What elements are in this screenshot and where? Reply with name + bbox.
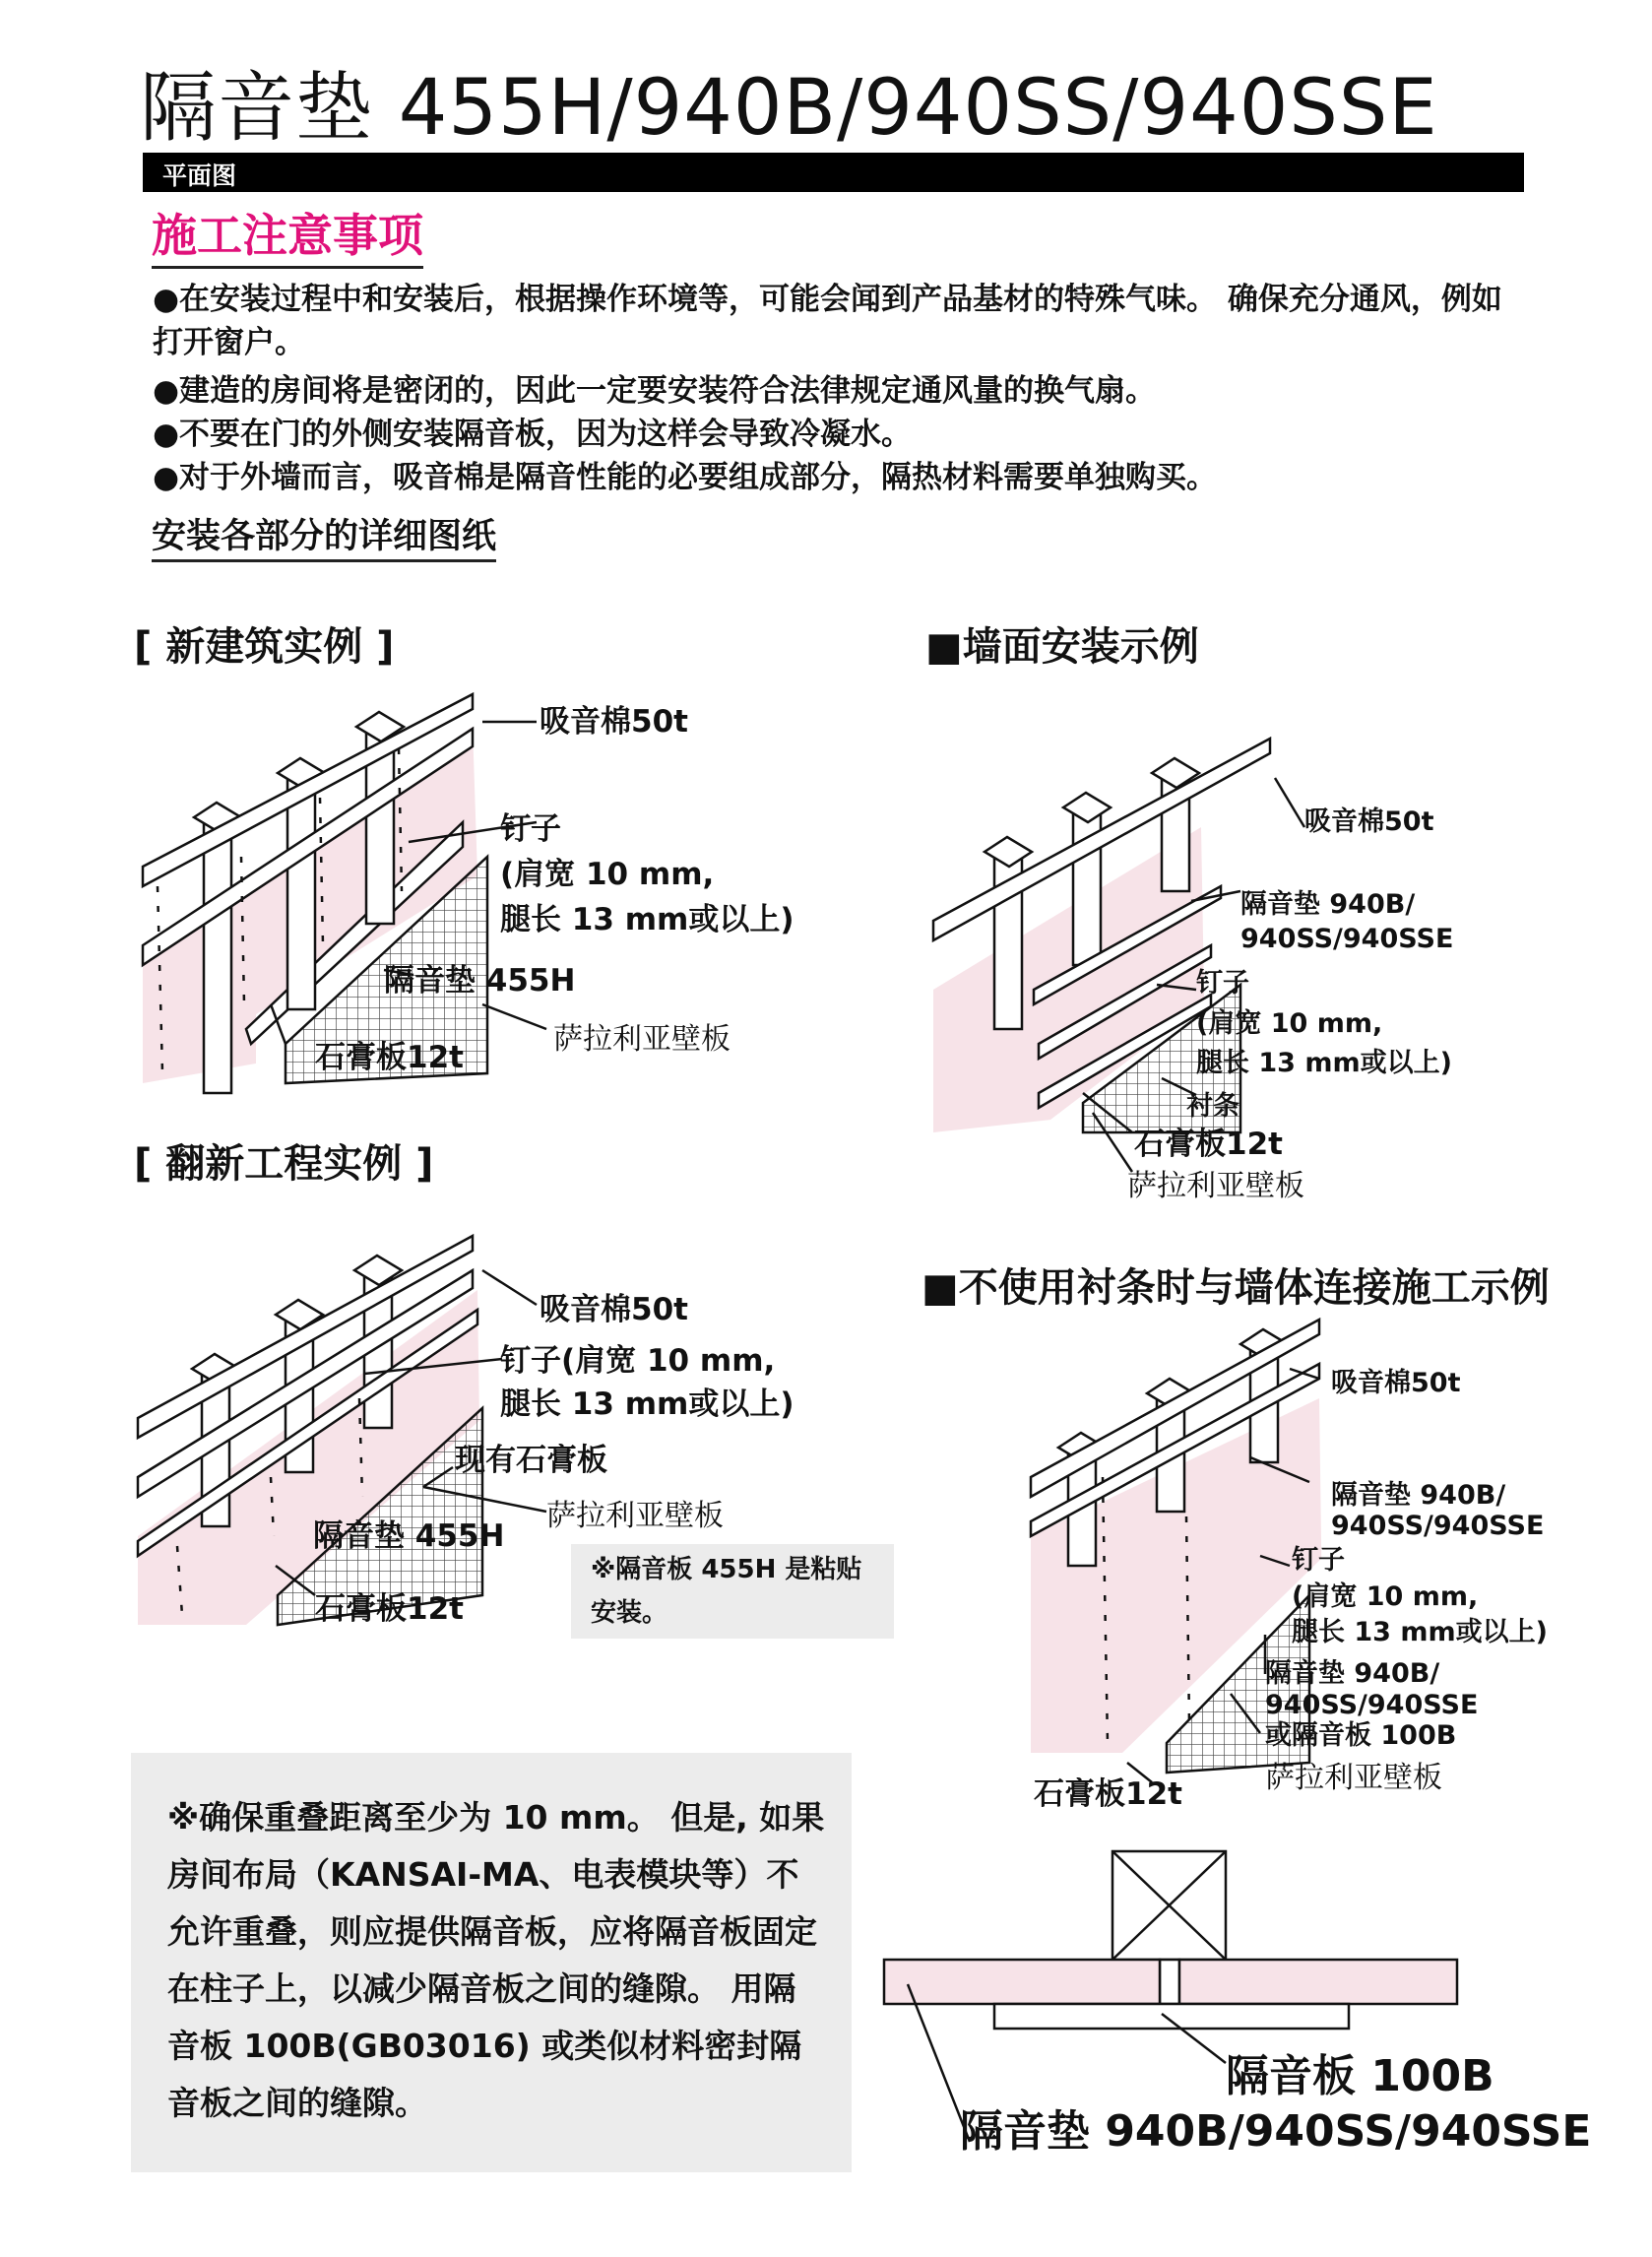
renovation-label-gypsum: 石膏板12t: [315, 1591, 464, 1627]
no-furring-label-cotton: 吸音棉50t: [1331, 1368, 1461, 1398]
renovation-note: ※隔音板 455H 是粘贴安装。: [591, 1555, 862, 1628]
renovation-label-nail-1: 钉子(肩宽 10 mm,: [500, 1343, 776, 1379]
renovation-title: [ 翻新工程实例 ]: [134, 1141, 434, 1187]
wall-label-cotton: 吸音棉50t: [1304, 806, 1434, 837]
wall-label-mat-1: 隔音垫 940B/: [1240, 889, 1416, 920]
wall-label-nail-3: 腿长 13 mm或以上): [1196, 1048, 1452, 1078]
notice-title: 施工注意事项: [152, 207, 423, 269]
no-furring-label-mat-2: 940SS/940SSE: [1331, 1511, 1545, 1541]
notice-bullet-2: ●建造的房间将是密闭的，因此一定要安装符合法律规定通风量的换气扇。: [153, 373, 1157, 409]
new-build-label-nail-1: 钉子: [500, 811, 561, 847]
renovation-label-existing: 现有石膏板: [455, 1443, 607, 1478]
new-build-label-nail-3: 腿长 13 mm或以上): [500, 902, 794, 937]
wall-label-furring: 衬条: [1186, 1091, 1239, 1122]
wall-label-nail-1: 钉子: [1196, 968, 1249, 999]
no-furring-label-nail-1: 钉子: [1292, 1545, 1345, 1576]
no-furring-label-sarari: 萨拉利亚壁板: [1265, 1761, 1442, 1795]
section-bar-label: 平面图: [162, 161, 237, 190]
new-build-label-gypsum: 石膏板12t: [315, 1040, 464, 1075]
wall-example-title: ■墙面安装示例: [925, 624, 1199, 670]
wall-label-mat-2: 940SS/940SSE: [1240, 924, 1454, 954]
plan-label-board: 隔音板 100B: [1226, 2051, 1494, 2101]
renovation-label-cotton: 吸音棉50t: [540, 1292, 688, 1327]
no-furring-label-nail-2: (肩宽 10 mm,: [1292, 1581, 1479, 1612]
renovation-label-nail-2: 腿长 13 mm或以上): [500, 1386, 794, 1422]
new-build-label-mat: 隔音垫 455H: [384, 963, 576, 999]
plan-label-mat: 隔音垫 940B/940SS/940SSE: [960, 2106, 1592, 2157]
wall-example-drawing: [933, 739, 1304, 1172]
no-furring-label-mat2-2: 940SS/940SSE: [1265, 1690, 1479, 1720]
no-furring-label-nail-3: 腿长 13 mm或以上): [1292, 1617, 1548, 1647]
wall-label-gypsum: 石膏板12t: [1134, 1127, 1283, 1162]
new-build-label-cotton: 吸音棉50t: [540, 704, 688, 740]
new-build-label-sarari: 萨拉利亚壁板: [553, 1022, 731, 1057]
notice-bullet-1: ●在安装过程中和安装后，根据操作环境等，可能会闻到产品基材的特殊气味。 确保充分通风，例如打开窗户。: [153, 282, 1502, 360]
new-build-title: [ 新建筑实例 ]: [134, 624, 395, 670]
wall-label-sarari: 萨拉利亚壁板: [1127, 1169, 1304, 1203]
renovation-drawing: [138, 1236, 546, 1625]
notice-bullet-3: ●不要在门的外侧安装隔音板，因为这样会导致冷凝水。: [153, 417, 913, 452]
new-build-drawing: [143, 694, 546, 1093]
no-furring-label-mat2-3: 或隔音板 100B: [1265, 1720, 1457, 1751]
wall-label-nail-2: (肩宽 10 mm,: [1196, 1008, 1383, 1039]
page-title: 隔音垫 455H/940B/940SS/940SSE: [140, 64, 1438, 153]
no-furring-label-gypsum: 石膏板12t: [1034, 1776, 1182, 1812]
detail-heading: 安装各部分的详细图纸: [152, 514, 496, 562]
renovation-label-sarari: 萨拉利亚壁板: [546, 1499, 724, 1533]
no-furring-label-mat-1: 隔音垫 940B/: [1331, 1480, 1506, 1511]
overlap-note: ※确保重叠距离至少为 10 mm。 但是, 如果房间布局（KANSAI-MA、电表模块等）不允许重叠，则应提供隔音板，应将隔音板固定在柱子上，以减少隔音板之间的缝隙。 用隔音板 100B(GB03016) 或类似材料密封隔音板之间的缝隙。: [167, 1798, 825, 2122]
no-furring-title: ■不使用衬条时与墙体连接施工示例: [921, 1265, 1550, 1311]
renovation-label-mat: 隔音垫 455H: [313, 1518, 505, 1554]
new-build-label-nail-2: (肩宽 10 mm,: [500, 857, 715, 892]
no-furring-label-mat2-1: 隔音垫 940B/: [1265, 1658, 1440, 1689]
notice-bullet-4: ●对于外墙而言，吸音棉是隔音性能的必要组成部分，隔热材料需要单独购买。: [153, 460, 1218, 495]
